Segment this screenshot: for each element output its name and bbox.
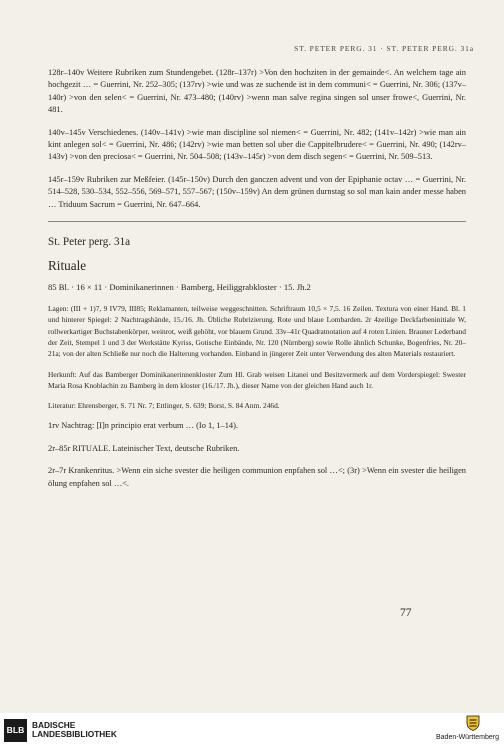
manuscript-signature: St. Peter perg. 31a [48,236,131,249]
library-name [32,721,117,739]
coat-of-arms-icon [466,715,480,731]
paragraph-1: 128r–140v Weitere Rubriken zum Stundengebet. (128r–137r) >Von den hochziten in der gemainde<. An welchem tage ain hochgezit … = Guerrini, Nr. 252–305; (137rv) >wie und was ze suchende ist in dem communi< = Guerrini, Nr. 306; (137v–140r) >von den selen< = Guerrini, Nr. 473–480; (140rv) >wenn man salve regina singen sol unser frowe<, Guerrini, Nr. 481. [48,68,466,115]
lagen-description: Lagen: (III + 1)7, 9 IV79, III85; Reklamanten, teilweise weggeschnitten. Schriftraum 10,5 × 7,5. 16 Zeilen. Textura von einer Hand. Bl. 1 und hinterer Spiegel: 2 Nachtragshände, 15./16. Jh. Übliche Rubrizierung. Rote und blaue Lombarden. 2r 4zeilige Deckfarbeninitiale W, rollwerkartiger Buchstabenkörper, weinrot, weiß gehöht, vor blauem Grund. 33v–41r Quadratnotation auf 4 roten Linien. Brauner Lederband der Zeit, Stempel 1 und 3 der Werkstätte Kyriss, Gotische Einbände, Nr. 120 (Nürnberg) sowie Rolle ähnlich Schunke, Bogenfries, Nr. 20–21a; von der alten Schließe nur noch die Halterung vorhanden. Einband in jüngerer Zeit unter Verwendung des alten Materials restauriert. [48,304,466,359]
paragraph-3: 145r–159v Rubriken zur Meßfeier. (145r–150v) Durch den ganczen advent und von der Epiphanie octav … = Guerrini, Nr. 514–528, 530–534, 552–556, 569–571, 557–567; (150v–159v) An dem grünen durnstag so sol man kain ander messe haben … Triduum Sacrum = Guerrini, Nr. 647–664. [48,174,466,209]
manuscript-title: Rituale [48,258,87,274]
content-area [48,67,466,500]
herkunft-description: Herkunft: Auf das Bamberger Dominikanerinnenkloster Zum Hl. Grab weisen Litanei und Besitzvermerk auf dem Vorderspiegel: Swester Maria Rosa Knoblachin zu Bamberg in dem kloster (16./17. Jh.), dieser Name von der gleichen Hand auch 1r. [48,369,466,390]
literatur-list: Literatur: Ehrensberger, S. 71 Nr. 7; Ettlinger, S. 639; Borst, S. 84 Anm. 246d. [48,401,280,411]
entry-rituale: 2r–85r RITUALE. Lateinischer Text, deutsche Rubriken. [48,443,240,453]
footer-bar [0,713,504,746]
state-name: Baden-Württemberg [436,734,500,741]
page-number: 77 [400,607,412,619]
running-head: ST. PETER PERG. 31 · ST. PETER PERG. 31a [294,44,474,53]
entry-krankenritus: 2r–7r Krankenritus. >Wenn ein siche svester die heiligen communion enpfahen sol …<; (3r) >Wenn ein svester die heiligen ölung enpfahen sol …<. [48,466,466,488]
blb-logo-icon: BLB [4,719,27,742]
paragraph-2: 140v–145v Verschiedenes. (140v–141v) >wie man discipline sol niemen< = Guerrini, Nr. 482; (141v–142r) >wie man ain kint anlegen sol< = Guerrini, Nr. 486; (142rv) >wie man betten sol uber die Cappitelbrudere< = Guerrini, Nr. 490; (142rv–143v) >von den preciosa< = Guerrini, Nr. 504–508; (143v–145r) >von dem disch segen< = Guerrini, Nr. 509–513. [48,127,466,162]
entry-nachtrag: 1rv Nachtrag: [I]n principio erat verbum … (Io 1, 1–14). [48,421,239,431]
section-divider [48,221,466,222]
library-name-line2: LANDESBIBLIOTHEK [32,729,117,740]
manuscript-header-line: 85 Bl. · 16 × 11 · Dominikanerinnen · Bamberg, Heiliggrabkloster · 15. Jh.2 [48,282,311,293]
library-name-line1: BADISCHE [32,720,76,730]
